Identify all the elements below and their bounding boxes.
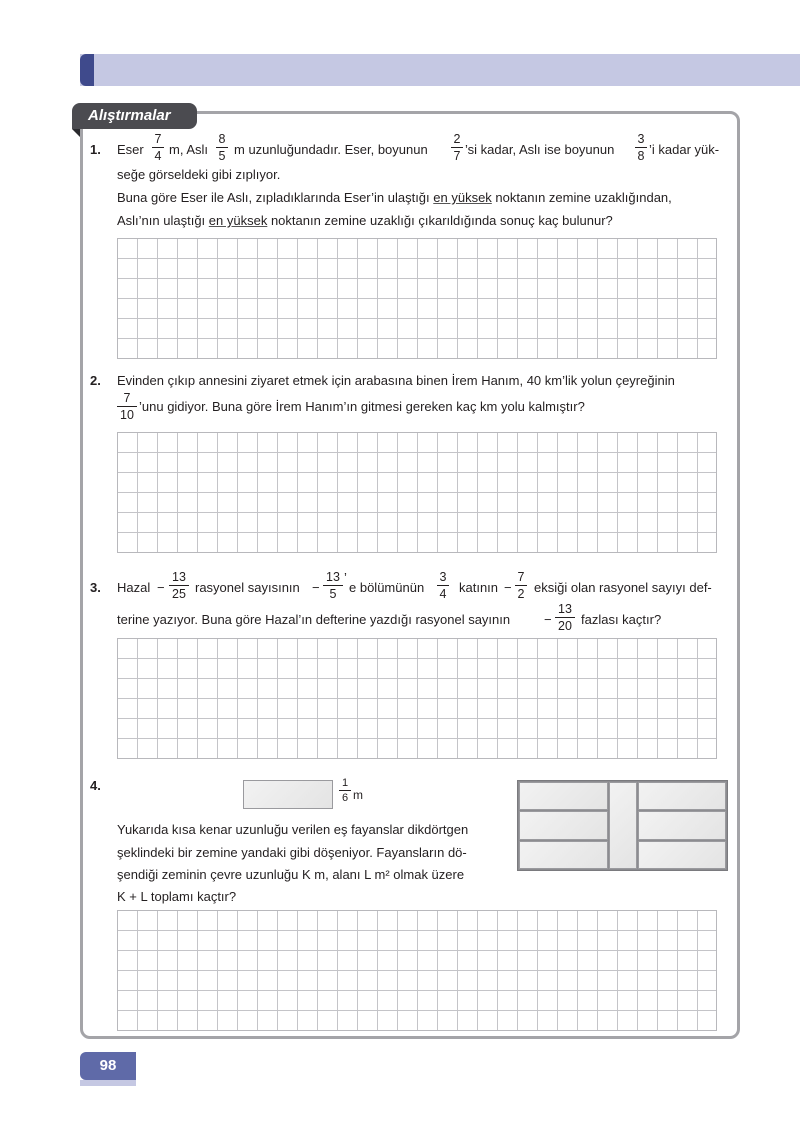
page-number-strip [80, 1080, 136, 1086]
q1-emphasis-1: en yüksek [433, 190, 492, 205]
q3-minus-3: − [504, 580, 512, 595]
q2-answer-grid[interactable] [117, 432, 717, 553]
q3-fraction-5: 13 20 [555, 602, 575, 633]
q1-text-line3: Buna göre Eser ile Aslı, zıpladıklarında Eser’in ulaştığı en yüksek noktanın zemine uzaklığından, [117, 190, 672, 205]
q4-text-line3: şendiği zeminin çevre uzunluğu K m, alanı L m² olmak üzere [117, 867, 465, 882]
tile-width-unit: m [353, 788, 363, 802]
floor-tile [638, 841, 726, 869]
q3-answer-grid[interactable] [117, 638, 717, 759]
q3-fraction-2: 13 5 [323, 570, 343, 601]
q1-text-e: ’i kadar yük- [649, 142, 720, 157]
q1-fraction-1: 7 4 [152, 132, 164, 163]
q2-fraction: 7 10 [117, 391, 137, 422]
q2-number: 2. [90, 373, 101, 388]
q1-text-d: ’si kadar, Aslı ise boyunun [465, 142, 615, 157]
q3-minus-2: − [312, 580, 320, 595]
q4-text-line2: şeklindeki bir zemine yandaki gibi döşeniyor. Fayansların dö- [117, 845, 467, 860]
floor-tile [519, 811, 608, 840]
q3-fraction-1: 13 25 [169, 570, 189, 601]
q3-text-a: Hazal [117, 580, 151, 595]
q1-text-b: m, Aslı [169, 142, 209, 157]
q2-text-line2: ’unu gidiyor. Buna göre İrem Hanım’ın gitmesi gereken kaç km yolu kalmıştır? [139, 399, 585, 414]
q4-text-line1: Yukarıda kısa kenar uzunluğu verilen eş fayanslar dikdörtgen [117, 822, 469, 837]
q4-answer-grid[interactable] [117, 910, 717, 1031]
q3-fraction-4: 7 2 [515, 570, 527, 601]
q3-text-d: katının [459, 580, 499, 595]
floor-tile-vertical [609, 782, 637, 869]
floor-tile [638, 811, 726, 840]
q1-text-line4: Aslı’nın ulaştığı en yüksek noktanın zemine uzaklığı çıkarıldığında sonuç kaç bulunur? [117, 213, 613, 228]
q4-number: 4. [90, 778, 101, 793]
q4-text-line4: K + L toplamı kaçtır? [117, 889, 237, 904]
q1-text-line2: seğe görseldeki gibi zıplıyor. [117, 167, 281, 182]
q1-fraction-2: 8 5 [216, 132, 228, 163]
q1-text-a: Eser [117, 142, 144, 157]
q3-text-b: rasyonel sayısının [195, 580, 300, 595]
section-tab-fold [72, 129, 80, 137]
q1-fraction-3: 2 7 [451, 132, 463, 163]
sample-tile-image [243, 780, 333, 809]
q3-text-line2-a: terine yazıyor. Buna göre Hazal’ın defterine yazdığı rasyonel sayının [117, 612, 511, 627]
header-band [80, 54, 800, 86]
q1-text-c: m uzunluğundadır. Eser, boyunun [234, 142, 428, 157]
section-title: Alıştırmalar [72, 103, 197, 129]
q3-fraction-3: 3 4 [437, 570, 449, 601]
q3-number: 3. [90, 580, 101, 595]
tile-width-fraction: 1 6 [339, 777, 351, 804]
q3-text-c: e bölümünün [349, 580, 425, 595]
floor-tile [638, 782, 726, 810]
floor-tiling-image [517, 780, 728, 871]
q3-minus-1: − [157, 580, 165, 595]
q3-text-e: eksiği olan rasyonel sayıyı def- [534, 580, 712, 595]
q1-answer-grid[interactable] [117, 238, 717, 359]
floor-tile [519, 841, 608, 869]
q1-fraction-4: 3 8 [635, 132, 647, 163]
q2-text-line1: Evinden çıkıp annesini ziyaret etmek için arabasına binen İrem Hanım, 40 km’lik yolun çeyreğinin [117, 373, 675, 388]
q1-number: 1. [90, 142, 101, 157]
floor-tile [519, 782, 608, 810]
page-number: 98 [80, 1052, 136, 1080]
header-band-tab [80, 54, 94, 86]
q3-apostrophe: ’ [344, 570, 347, 585]
q3-text-line2-b: fazlası kaçtır? [581, 612, 662, 627]
q1-emphasis-2: en yüksek [208, 213, 268, 228]
q3-minus-4: − [544, 612, 552, 627]
